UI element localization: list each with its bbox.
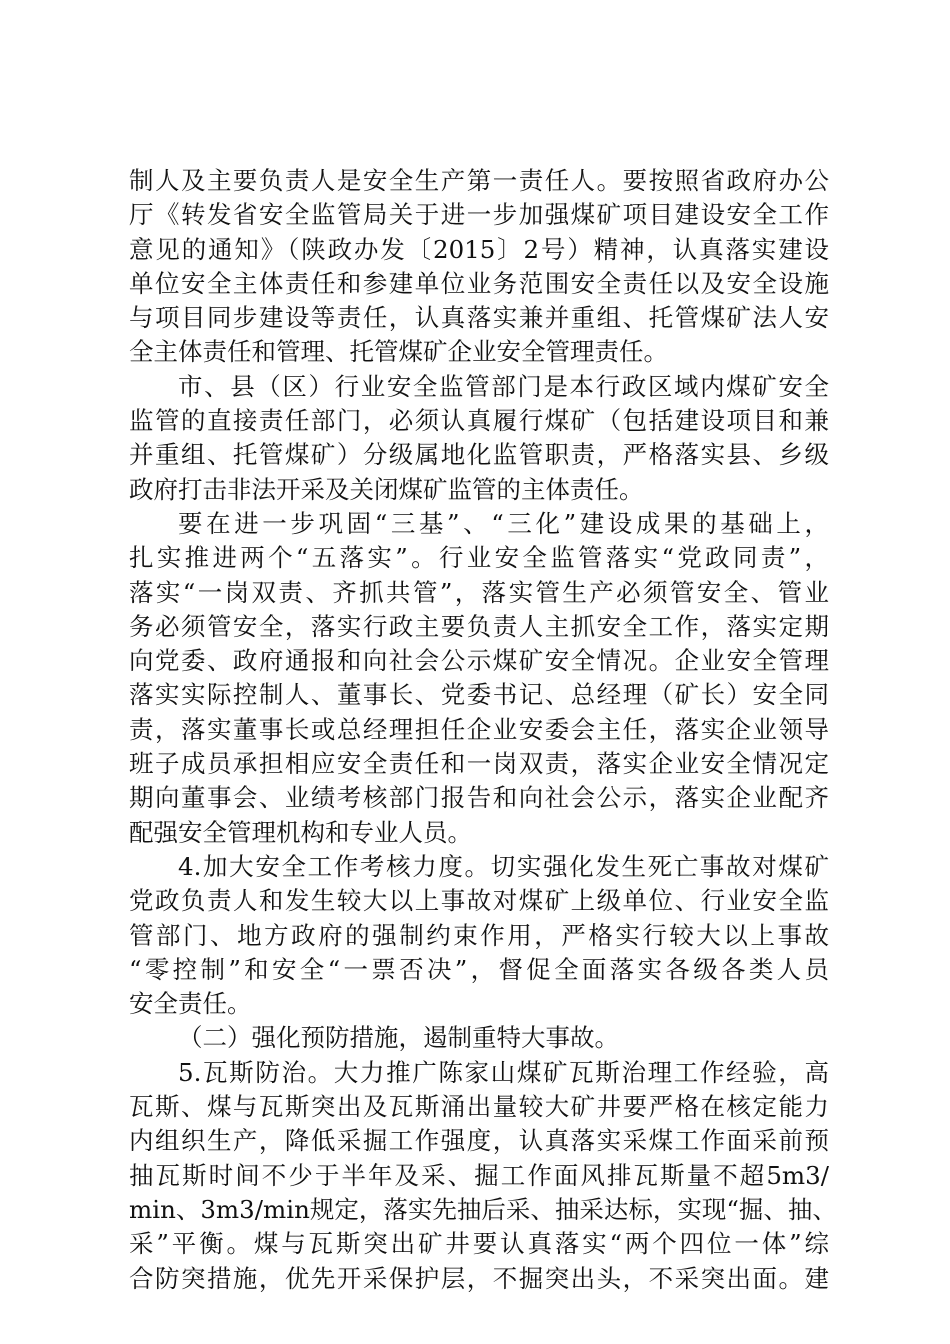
text-line: 安全责任。	[129, 989, 252, 1019]
text-line: min、3m3/min规定，落实先抽后采、抽采达标，实现“掘、抽、	[129, 1194, 837, 1224]
text-line: 扎实推进两个“五落实”。行业安全监管落实“党政同责”，	[129, 543, 829, 573]
paragraph-first-line: 4.加大安全工作考核力度。切实强化发生死亡事故对煤矿	[178, 851, 829, 881]
text-line: 党政负责人和发生较大以上事故对煤矿上级单位、行业安全监	[129, 886, 829, 916]
text-line: 意见的通知》（陕政办发〔2015〕2号）精神，认真落实建设	[129, 234, 829, 264]
text-line: 并重组、托管煤矿）分级属地化监管职责，严格落实县、乡级	[129, 440, 829, 470]
text-line: 厅《转发省安全监管局关于进一步加强煤矿项目建设安全工作	[129, 200, 829, 230]
text-line: 务必须管安全，落实行政主要负责人主抓安全工作，落实定期	[129, 611, 829, 641]
text-line: 责，落实董事长或总经理担任企业安委会主任，落实企业领导	[129, 714, 829, 744]
text-line: 向党委、政府通报和向社会公示煤矿安全情况。企业安全管理	[129, 646, 829, 676]
text-line: 采”平衡。煤与瓦斯突出矿井要认真落实“两个四位一体”综	[129, 1229, 829, 1259]
paragraph-first-line: 市、县（区）行业安全监管部门是本行政区域内煤矿安全	[178, 371, 829, 401]
text-line: 落实实际控制人、董事长、党委书记、总经理（矿长）安全同	[129, 680, 829, 710]
text-line: 内组织生产，降低采掘工作强度，认真落实采煤工作面采前预	[129, 1126, 829, 1156]
text-line: 监管的直接责任部门，必须认真履行煤矿（包括建设项目和兼	[129, 406, 829, 436]
text-line: 与项目同步建设等责任，认真落实兼并重组、托管煤矿法人安	[129, 303, 829, 333]
text-line: 期向董事会、业绩考核部门报告和向社会公示，落实企业配齐	[129, 783, 829, 813]
paragraph-first-line: 5.瓦斯防治。大力推广陈家山煤矿瓦斯治理工作经验，高	[178, 1057, 829, 1087]
text-line: 合防突措施，优先开采保护层，不掘突出头，不采突出面。建	[129, 1263, 829, 1293]
text-line: 班子成员承担相应安全责任和一岗双责，落实企业安全情况定	[129, 749, 829, 779]
paragraph-first-line: 要在进一步巩固“三基”、“三化”建设成果的基础上，	[178, 508, 829, 538]
text-line: 抽瓦斯时间不少于半年及采、掘工作面风排瓦斯量不超5m3/	[129, 1160, 829, 1190]
text-line: 落实“一岗双责、齐抓共管”，落实管生产必须管安全、管业	[129, 577, 829, 607]
text-line: “零控制”和安全“一票否决”，督促全面落实各级各类人员	[129, 954, 829, 984]
text-line: 单位安全主体责任和参建单位业务范围安全责任以及安全设施	[129, 268, 829, 298]
text-line: 全主体责任和管理、托管煤矿企业安全管理责任。	[129, 337, 668, 367]
text-line: 政府打击非法开采及关闭煤矿监管的主体责任。	[129, 474, 644, 504]
document-body	[129, 164, 837, 1296]
text-line: 瓦斯、煤与瓦斯突出及瓦斯涌出量较大矿井要严格在核定能力	[129, 1092, 829, 1122]
text-line: 制人及主要负责人是安全生产第一责任人。要按照省政府办公	[129, 166, 829, 195]
text-line: 管部门、地方政府的强制约束作用，严格实行较大以上事故	[129, 920, 829, 950]
text-line: 配强安全管理机构和专业人员。	[129, 817, 472, 847]
section-heading: （二）强化预防措施，遏制重特大事故。	[178, 1023, 619, 1053]
